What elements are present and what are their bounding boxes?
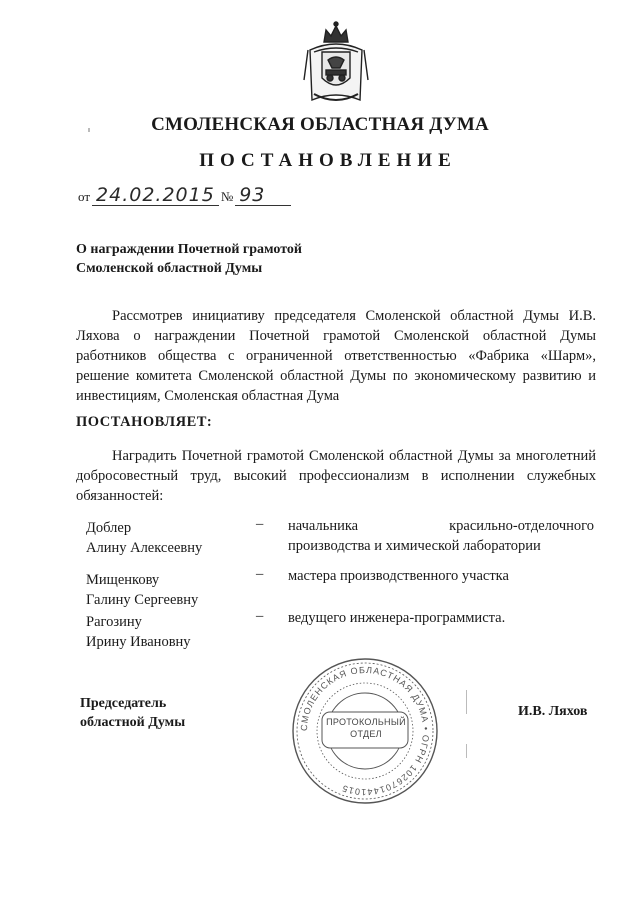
recipient-given-name: Алину Алексеевну xyxy=(86,540,203,556)
recipient-3-position: ведущего инженера-программиста. xyxy=(288,610,506,626)
recipient-3-name xyxy=(86,612,266,652)
recipient-surname: Доблер xyxy=(86,520,132,536)
subject-line-1: О награждении Почетной грамотой xyxy=(76,242,302,257)
seal-center-line-2: ОТДЕЛ xyxy=(350,729,382,739)
seal-ring-text: СМОЛЕНСКАЯ ОБЛАСТНАЯ ДУМА • ОГРН 1026701441015 xyxy=(298,664,432,798)
recipient-1-name xyxy=(86,518,266,558)
recipient-2-position: мастера производственного участка xyxy=(288,568,509,584)
subject-line-2: Смоленской областной Думы xyxy=(76,261,263,276)
scan-mark xyxy=(466,690,467,714)
scan-mark xyxy=(88,128,90,132)
position-line-2: производства и химической лаборатории xyxy=(288,538,541,554)
recipient-2-name xyxy=(86,570,266,610)
recipient-surname: Рагозину xyxy=(86,614,142,630)
recipient-given-name: Галину Сергеевну xyxy=(86,592,199,608)
signatory-title-line-1: Председатель xyxy=(80,696,167,711)
number-label: № xyxy=(220,189,234,204)
document-type-title: ПОСТАНОВЛЕНИЕ xyxy=(199,150,457,171)
decision-heading: ПОСТАНОВЛЯЕТ: xyxy=(76,414,213,430)
position-line-1: начальника красильно-отделочного xyxy=(288,518,594,534)
organization-title: СМОЛЕНСКАЯ ОБЛАСТНАЯ ДУМА xyxy=(151,114,489,135)
recipient-1-dash: – xyxy=(256,516,264,532)
intro-paragraph: Рассмотрев инициативу председателя Смоленской областной Думы И.В. Ляхова о награждении Почетной грамотой Смоленской областной Думы работников общества с ограниченной ответственностью «Фабрика «Шарм», решение комитета Смоленской областной Думы по экономическому развитию и инвестициям, Смоленская областная Дума xyxy=(76,308,596,404)
award-paragraph: Наградить Почетной грамотой Смоленской областной Думы за многолетний добросовестный труд, высокий профессионализм в исполнении служебных обязанностей: xyxy=(76,448,596,504)
signatory-name: И.В. Ляхов xyxy=(518,704,588,719)
recipient-1-position xyxy=(288,516,594,556)
seal-center-line-1: ПРОТОКОЛЬНЫЙ xyxy=(326,717,406,727)
signatory-title xyxy=(80,694,185,732)
signatory-title-line-2: областной Думы xyxy=(80,715,186,730)
date-number-line xyxy=(76,184,291,206)
seal-center-text xyxy=(320,716,412,740)
recipient-given-name: Ирину Ивановну xyxy=(86,634,191,650)
recipient-3-dash: – xyxy=(256,608,264,624)
scan-mark xyxy=(466,744,467,758)
document-date: 24.02.2015 xyxy=(92,185,219,206)
document-number: 93 xyxy=(235,185,291,206)
recipient-surname: Мищенкову xyxy=(86,572,160,588)
date-from-label: от xyxy=(78,189,91,204)
coat-of-arms-icon xyxy=(300,20,372,108)
document-subject xyxy=(76,240,396,278)
recipient-2-dash: – xyxy=(256,566,264,582)
